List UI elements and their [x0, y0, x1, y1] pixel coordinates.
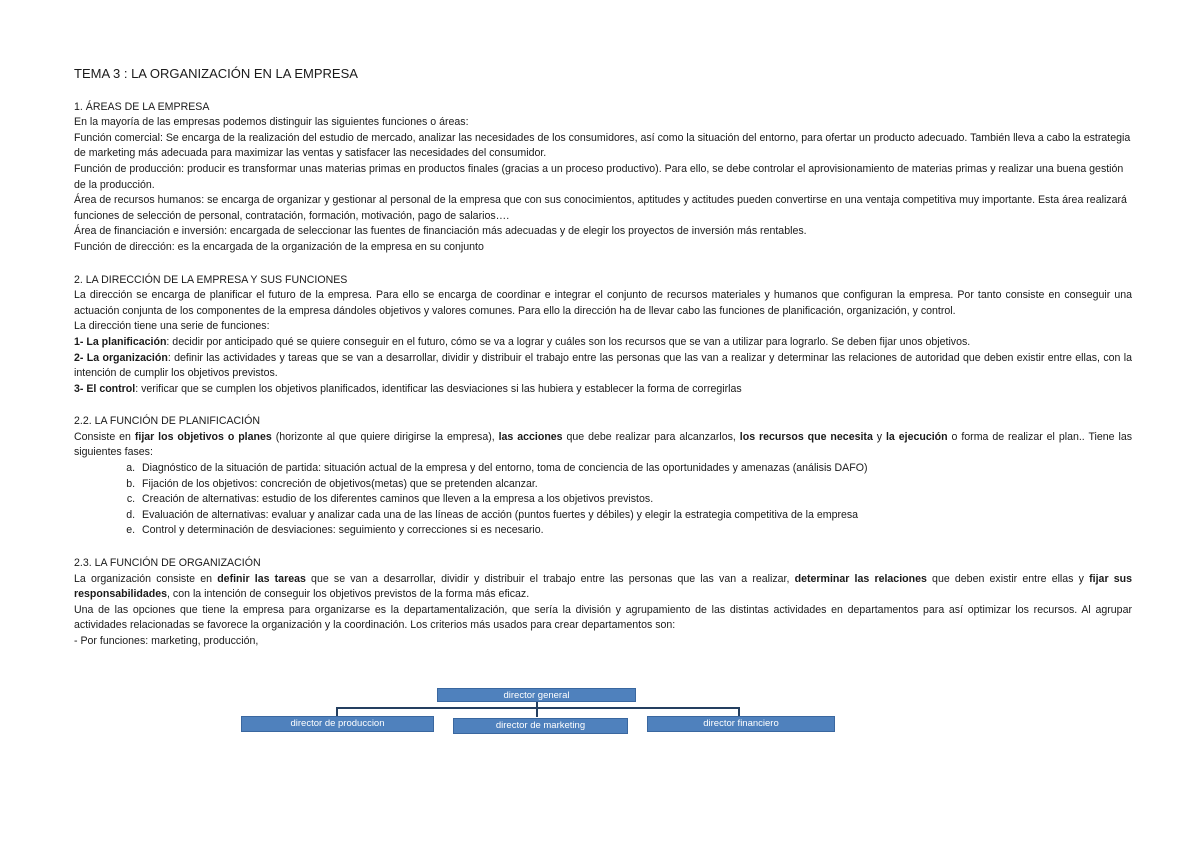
org-box-director-financiero: director financiero — [647, 716, 835, 732]
org-connector-horizontal — [336, 707, 740, 709]
text-run: La organización consiste en — [74, 572, 218, 585]
paragraph — [74, 572, 1132, 603]
text-run: Consiste en — [74, 430, 135, 443]
text-run: que deben existir entre ellas y — [926, 572, 1090, 585]
text-run: o forma de realizar el plan.. Tiene las siguientes fases: — [74, 430, 1133, 459]
org-box-director-produccion: director de produccion — [241, 716, 434, 732]
section-areas — [74, 100, 1132, 256]
list-item: e. Control y determinación de desviaciones: seguimiento y correcciones si es necesario. — [138, 523, 1132, 539]
text-run: y — [872, 430, 886, 443]
document-body — [74, 66, 1132, 667]
org-box-director-marketing: director de marketing — [453, 718, 628, 734]
paragraph: La dirección tiene una serie de funciones: — [74, 320, 270, 333]
list-item: a. Diagnóstico de la situación de partida: situación actual de la empresa y del entorno, toma de conciencia de las oportunidades y amenazas (análisis DAFO) — [138, 461, 1132, 477]
org-connector-middle — [536, 707, 538, 717]
org-box-director-general: director general — [437, 688, 636, 702]
section-organizacion — [74, 556, 1132, 650]
function-item — [74, 382, 1132, 398]
text-run: (horizonte al que quiere dirigirse la empresa), — [271, 430, 499, 443]
paragraph: Área de financiación e inversión: encargada de seleccionar las fuentes de financiación más adecuadas y de elegir los proyectos de inversión más rentables. — [74, 225, 807, 238]
section-heading: 1. ÁREAS DE LA EMPRESA — [74, 100, 210, 113]
text-run: : decidir por anticipado qué se quiere conseguir en el futuro, cómo se va a lograr y cuáles son los recursos que se van a utilizar para lograrlo. Se deben fijar unos objetivos. — [166, 335, 971, 348]
bold-term: fijar los objetivos o planes — [134, 430, 272, 443]
bold-term: definir las tareas — [217, 572, 306, 585]
section-heading: 2.2. LA FUNCIÓN DE PLANIFICACIÓN — [74, 415, 261, 428]
function-item — [74, 335, 1132, 351]
bold-term: 2- La organización — [74, 351, 168, 364]
section-heading: 2. LA DIRECCIÓN DE LA EMPRESA Y SUS FUNCIONES — [74, 273, 348, 286]
bold-term: determinar las relaciones — [794, 572, 927, 585]
bold-term: 3- El control — [74, 382, 136, 395]
list-item: c. Creación de alternativas: estudio de los diferentes caminos que lleven a la empresa a los objetivos previstos. — [138, 492, 1132, 508]
text-run: : definir las actividades y tareas que se van a desarrollar, dividir y distribuir el trabajo entre las personas que las van a realizar y determinar las relaciones de autoridad que deben existir entre ellas, con la intención de cumplir los objetivos previstos. — [74, 351, 1132, 380]
text-run: , con la intención de conseguir los objetivos previstos de la forma más eficaz. — [167, 588, 530, 601]
paragraph: Área de recursos humanos: se encarga de organizar y gestionar al personal de la empresa que con sus conocimientos, aptitudes y actitudes pueden convertirse en una ventaja competitiva muy importante. Esta área realizará funciones de selección de personal, contratación, formación, motivación, pago de salarios…. — [74, 194, 1127, 222]
bold-term: las acciones — [498, 430, 563, 443]
paragraph — [74, 430, 1132, 461]
list-item: d. Evaluación de alternativas: evaluar y analizar cada una de las líneas de acción (puntos fuertes y débiles) y elegir la estrategia competitiva de la empresa — [138, 508, 1132, 524]
paragraph: En la mayoría de las empresas podemos distinguir las siguientes funciones o áreas: — [74, 116, 469, 129]
bold-term: 1- La planificación — [74, 335, 167, 348]
function-item — [74, 351, 1132, 382]
paragraph: La dirección se encarga de planificar el futuro de la empresa. Para ello se encarga de coordinar e integrar el conjunto de recursos materiales y humanos que configuran la empresa. Por tanto consiste en conseguir una actuación conjunta de los componentes de la empresa dándoles objetivos y valores comunes. Para ello la dirección ha de llevar cabo las funciones de planificación, organización, y control. — [74, 289, 1132, 317]
paragraph: Función comercial: Se encarga de la realización del estudio de mercado, analizar las necesidades de los consumidores, así como la situación del entorno, para ofertar un producto adecuado. También lleva a cabo la estrategia de marketing más adecuada para maximizar las ventas y satisfacer las necesidades del consumidor. — [74, 131, 1131, 160]
bold-term: la ejecución — [885, 430, 948, 443]
bold-term: los recursos que necesita — [739, 430, 873, 443]
list-item: b. Fijación de los objetivos: concreción de objetivos(metas) que se pretenden alcanzar. — [138, 477, 1132, 493]
paragraph: Una de las opciones que tiene la empresa para organizarse es la departamentalización, que sería la división y agrupamiento de las distintas actividades en departamentos para así optimizar los recursos. Al agrupar actividades relacionadas se favorece la organización y la coordinación. Los criterios más usados para crear departamentos son: — [74, 603, 1132, 632]
text-run: que debe realizar para alcanzarlos, — [562, 430, 740, 443]
bold-term: fijar sus responsabilidades — [74, 572, 1132, 601]
section-direccion — [74, 273, 1132, 398]
page-title: TEMA 3 : LA ORGANIZACIÓN EN LA EMPRESA — [74, 66, 358, 81]
paragraph: Función de dirección: es la encargada de la organización de la empresa en su conjunto — [74, 240, 484, 253]
text-run: : verificar que se cumplen los objetivos planificados, identificar las desviaciones si las hubiera y establecer la forma de corregirlas — [135, 382, 742, 395]
section-planificacion — [74, 414, 1132, 539]
text-run: que se van a desarrollar, dividir y distribuir el trabajo entre las personas que las van a realizar, — [305, 572, 795, 585]
paragraph: Función de producción: producir es transformar unas materias primas en productos finales (gracias a un proceso productivo). Para ello, se debe controlar el aprovisionamiento de materias primas y realizar una buena gestión de la producción. — [74, 162, 1124, 191]
bullet-item: - Por funciones: marketing, producción, — [74, 635, 259, 647]
phases-list — [74, 461, 1132, 539]
section-heading: 2.3. LA FUNCIÓN DE ORGANIZACIÓN — [74, 557, 261, 570]
